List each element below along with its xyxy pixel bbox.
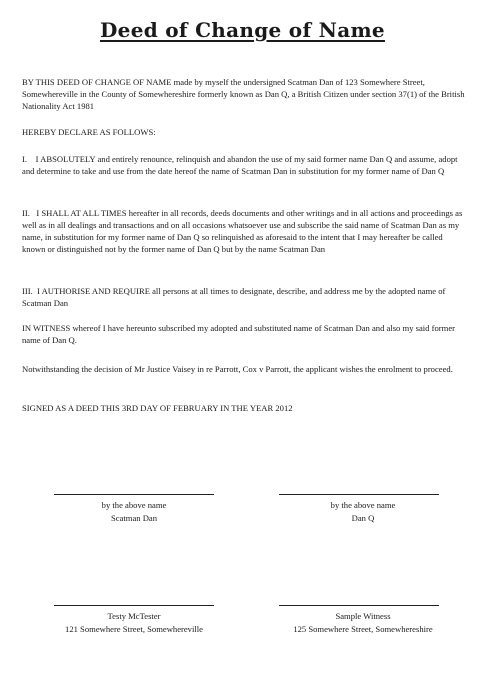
document-title: Deed of Change of Name [100,18,385,42]
notwithstanding-text: Notwithstanding the decision of Mr Justice Vaisey in re Parrott, Cox v Parrott, the applicant wishes the enrolment to proceed. [22,364,453,374]
declaration-heading-text: HEREBY DECLARE AS FOLLOWS: [22,127,156,137]
clause-3-text: all persons at all times to designate, describe, and address me by the adopted name of Scatman Dan [22,286,446,308]
declaration-heading [22,126,467,138]
clause-2-number: II. [22,208,30,218]
witness-paragraph [22,322,467,346]
signed-as-deed-text: SIGNED AS A DEED THIS 3RD DAY OF FEBRUARY IN THE YEAR 2012 [22,403,293,413]
witness-signature-line-right [279,605,439,606]
signed-as-deed-line [22,402,467,414]
witness-text: whereof I have hereunto subscribed my adopted and substituted name of Scatman Dan and also my said former name of Dan Q. [22,323,456,345]
clause-1-number: I. [22,154,28,164]
signature-line-scatman-dan [54,494,214,495]
witness-name-left: Testy McTester [107,611,161,621]
deed-intro-paragraph [22,76,467,112]
clause-1-paragraph [22,153,467,177]
witness-signature-line-left [54,605,214,606]
witness-name-right: Sample Witness [335,611,391,621]
witness-lead: IN WITNESS [22,323,71,333]
clause-1-lead: I ABSOLUTELY [35,154,96,164]
notwithstanding-paragraph [22,363,467,375]
signature-caption-scatman-dan: by the above name [101,500,167,510]
signature-line-dan-q [279,494,439,495]
signature-caption-dan-q: by the above name [330,500,396,510]
clause-3-lead: I AUTHORISE AND REQUIRE [37,286,150,296]
clause-1-text: and entirely renounce, relinquish and abandon the use of my said former name Dan Q and assume, adopt and determine to take and use from the date hereof the name of Scatman Dan in substitution for my former name of Dan Q [22,154,458,176]
clause-2-text: hereafter in all records, deeds documents and other writings and in all actions and proceedings as well as in all dealings and transactions and on all occasions whatsoever use and subscribe the said name of Scatman Dan as my name, in substitution for my former name of Dan Q so relinquished as aforesaid to the intent that I may hereafter be called known or distinguished not by the former name of Dan Q but by the name Scatman Dan [22,208,463,254]
clause-3-number: III. [22,286,33,296]
clause-2-lead: I SHALL AT ALL TIMES [36,208,127,218]
clause-3-paragraph [22,285,467,309]
clause-2-paragraph [22,207,467,255]
deed-intro-text: made by myself the undersigned Scatman Dan of 123 Somewhere Street, Somewhereville in the County of Somewhereshire formerly known as Dan Q, a British Citizen under section 37(1) of the British Nationality Act 1981 [22,77,465,111]
witness-address-right: 125 Somewhere Street, Somewhereshire [293,624,433,634]
deed-intro-lead: BY THIS DEED OF CHANGE OF NAME [22,77,172,87]
signature-name-scatman-dan: Scatman Dan [110,513,158,523]
signature-name-dan-q: Dan Q [351,513,375,523]
witness-address-left: 121 Somewhere Street, Somewhereville [65,624,203,634]
